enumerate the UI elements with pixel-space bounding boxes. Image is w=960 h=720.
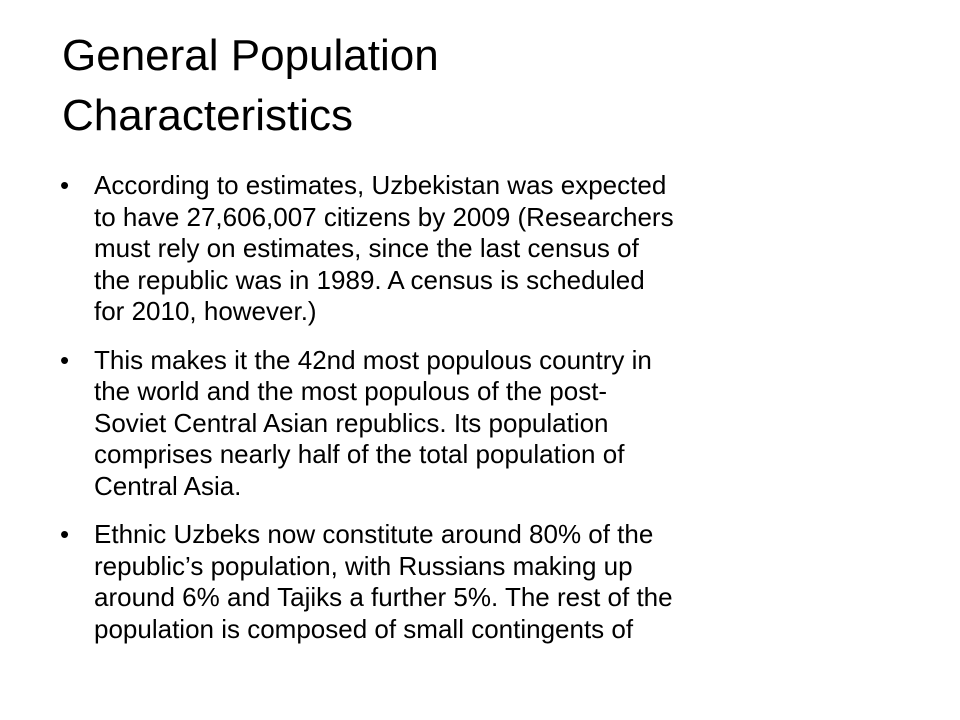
bullet-3-line-2: republic’s population, with Russians making up [94,550,633,581]
bullet-list [0,170,960,662]
bullet-3-line-1: Ethnic Uzbeks now constitute around 80% of the [94,519,654,549]
bullet-marker: • [60,519,70,549]
bullet-item-ethnic-composition [0,519,960,645]
bullet-2-line-3: Soviet Central Asian republics. Its population [94,407,609,438]
bullet-1-line-4: the republic was in 1989. A census is scheduled [94,264,645,295]
slide-title-line-1: General Population [62,31,439,80]
bullet-2-line-1: This makes it the 42nd most populous country in [94,344,652,375]
bullet-1-line-3: must rely on estimates, since the last census of [94,233,639,263]
bullet-2-line-5: Central Asia. [94,470,242,501]
bullet-2-line-4: comprises nearly half of the total population of [94,439,625,469]
slide-title [62,26,902,146]
bullet-3-line-4: population is composed of small contingents of [94,613,634,644]
bullet-3-line-3: around 6% and Tajiks a further 5%. The rest of the [94,582,673,612]
bullet-1-line-1: According to estimates, Uzbekistan was expected [94,170,667,200]
bullet-2-line-2: the world and the most populous of the post- [94,376,608,406]
bullet-item-population-rank [0,345,960,503]
bullet-marker: • [60,344,70,375]
bullet-item-census-estimate [0,170,960,328]
bullet-1-line-5: for 2010, however.) [94,296,317,326]
bullet-marker: • [60,170,70,200]
slide-title-line-2: Characteristics [62,91,353,140]
bullet-1-line-2: to have 27,606,007 citizens by 2009 (Researchers [94,201,674,232]
